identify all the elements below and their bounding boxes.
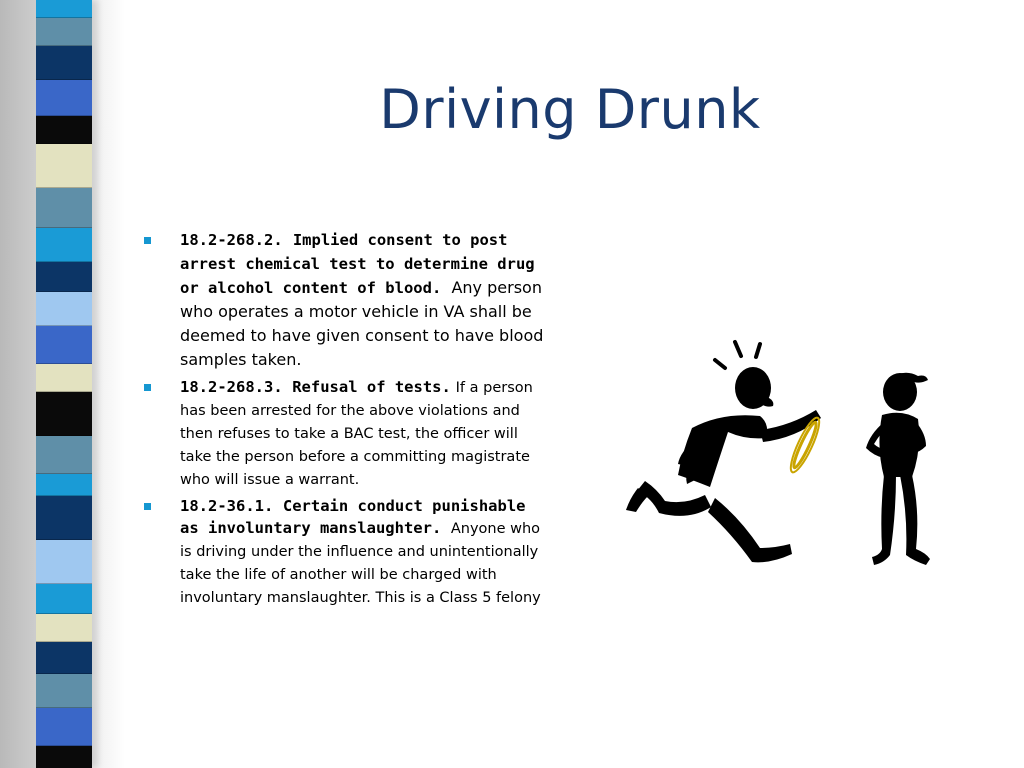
strip-block — [36, 436, 92, 474]
statute-heading: Implied consent to post arrest chemical test to determine drug or alcohol content of blood. — [180, 231, 535, 297]
strip-block — [36, 474, 92, 496]
strip-block — [36, 326, 92, 364]
strip-block — [36, 708, 92, 746]
motion-lines — [715, 342, 760, 368]
slide-title: Driving Drunk — [379, 78, 761, 141]
standing-figure — [866, 373, 930, 565]
bullet-item — [142, 228, 547, 372]
strip-block — [36, 292, 92, 326]
statute-text: Anyone who is driving under the influence and unintentionally take the life of another will be charged with involuntary manslaughter. This is a Class 5 felony — [180, 521, 541, 606]
strip-block — [36, 228, 92, 262]
strip-block — [36, 144, 92, 188]
statute-text: If a person has been arrested for the above violations and then refuses to take a BAC test, the officer will take the person before a committing magistrate who will issue a warrant. — [180, 380, 533, 488]
strip-block — [36, 46, 92, 80]
strip-block — [36, 746, 92, 768]
strip-block — [36, 614, 92, 642]
statute-code: 18.2-36.1. — [180, 497, 274, 515]
strip-block — [36, 642, 92, 674]
statute-code: 18.2-268.2. — [180, 231, 283, 249]
strip-block — [36, 584, 92, 614]
strip-block — [36, 540, 92, 584]
strip-block — [36, 392, 92, 436]
strip-block — [36, 18, 92, 46]
statute-text: Any person who operates a motor vehicle in VA shall be deemed to have given consent to have blood samples taken. — [180, 278, 544, 369]
strip-block — [36, 0, 92, 18]
strip-block — [36, 364, 92, 392]
statute-heading: Refusal of tests. — [292, 378, 451, 396]
strip-block — [36, 80, 92, 116]
strip-block — [36, 188, 92, 228]
running-man-handing-baton-icon — [600, 330, 960, 590]
bullet-square-icon — [144, 237, 151, 244]
statute-heading: Certain conduct punishable as involuntary manslaughter. — [180, 497, 526, 537]
statute-code: 18.2-268.3. — [180, 378, 283, 396]
strip-block — [36, 116, 92, 144]
bullet-item — [142, 376, 547, 491]
strip-block — [36, 496, 92, 540]
decorative-color-strip — [36, 0, 92, 768]
bullet-list — [142, 228, 547, 613]
bullet-item — [142, 495, 547, 609]
strip-block — [36, 674, 92, 708]
bullet-square-icon — [144, 503, 151, 510]
strip-block — [36, 262, 92, 292]
bullet-square-icon — [144, 384, 151, 391]
